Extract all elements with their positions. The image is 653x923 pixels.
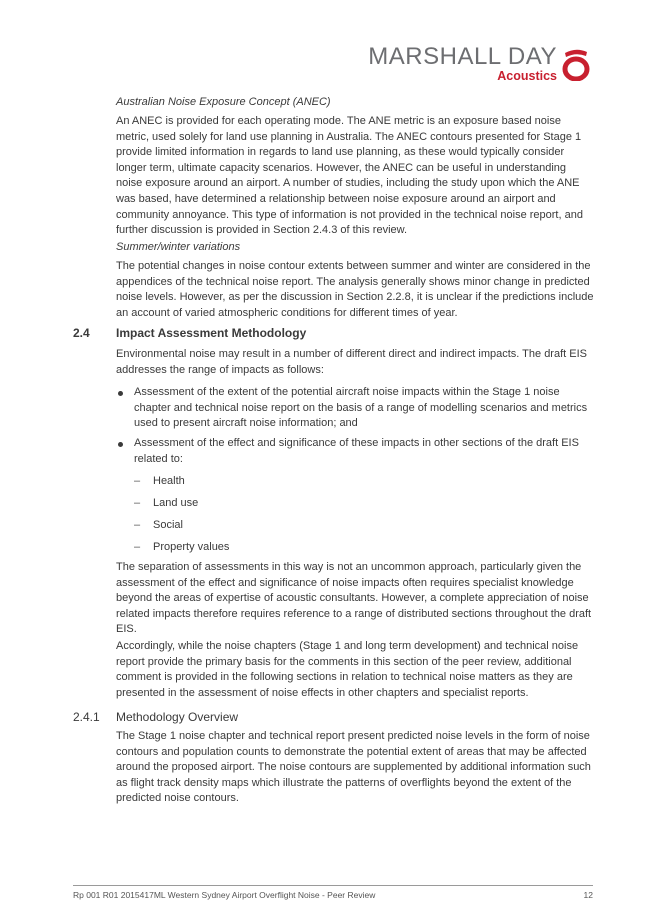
dash-item [134, 474, 185, 488]
summer-winter-subheading: Summer/winter variations [116, 241, 241, 253]
dash-item-text: Property values [153, 541, 230, 553]
bullet-text: Assessment of the effect and significance of these impacts in other sections of the draft EIS related to: [134, 437, 579, 465]
dash-item [134, 496, 198, 510]
dash-icon: – [134, 541, 141, 553]
logo-sub-text: Acoustics [497, 69, 557, 83]
methodology-paragraph: The Stage 1 noise chapter and technical report present predicted noise levels in the form of noise contours and population counts to demonstrate the potential extent of areas that may be affected around the proposed airport. The noise contours are supplemented by additional information such as flight track density maps which illustrate the patterns of overflights beyond the extent of the predicted noise contours. [116, 730, 591, 805]
section-title: Impact Assessment Methodology [116, 326, 307, 340]
logo-wordmark [368, 45, 557, 83]
dash-icon: – [134, 497, 141, 509]
dash-item-text: Health [153, 475, 185, 487]
accordingly-paragraph: Accordingly, while the noise chapters (Stage 1 and long term development) and technical noise report provide the primary basis for the comments in this section of the peer review, additional comment is provided in the following sections in relation to technical noise matters as they are presented in the assessment of noise effects in other chapters and specialist reports. [116, 640, 579, 699]
summer-winter-paragraph: The potential changes in noise contour extents between summer and winter are considered in the appendices of the technical noise report. The analysis generally shows minor change in predicted noise levels. However, as per the discussion in Section 2.2.8, it is unclear if the predictions include an account of varied atmospheric conditions for different times of year. [116, 260, 594, 319]
section-number: 2.4.1 [73, 710, 100, 724]
footer-document-reference: Rp 001 R01 2015417ML Western Sydney Airport Overflight Noise - Peer Review [73, 890, 376, 900]
bullet-icon [118, 442, 123, 447]
section-number: 2.4 [73, 326, 90, 340]
bullet-text: Assessment of the extent of the potential aircraft noise impacts within the Stage 1 noise chapter and technical noise report on the basis of a range of modelling scenarios and metrics used to present aircraft noise information; and [134, 386, 588, 430]
bullet-item [116, 385, 594, 432]
dash-icon: – [134, 475, 141, 487]
separation-paragraph: The separation of assessments in this way is not an uncommon approach, particularly given the assessment of the effect and significance of noise impacts often requires specialist knowledge beyond the areas of expertise of acoustic consultants. However, a complete appreciation of noise related impacts therefore requires reference to a range of distributed sections throughout the draft EIS. [116, 561, 592, 636]
logo-mark-icon [561, 47, 591, 81]
section-heading-2-4 [73, 326, 306, 340]
dash-item [134, 518, 183, 532]
anec-subheading: Australian Noise Exposure Concept (ANEC) [116, 96, 331, 108]
footer-page-number: 12 [583, 890, 593, 900]
dash-icon: – [134, 519, 141, 531]
bullet-icon [118, 391, 123, 396]
company-logo [361, 45, 591, 81]
section-title: Methodology Overview [116, 710, 239, 724]
section-heading-2-4-1 [73, 710, 238, 724]
footer-divider [73, 885, 593, 886]
logo-main-text: MARSHALL DAY [368, 43, 557, 70]
bullet-item [116, 436, 594, 467]
anec-paragraph: An ANEC is provided for each operating mode. The ANE metric is an exposure based noise metric, used solely for land use planning in Australia. The ANEC contours presented for Stage 1 provide limited information in regards to land use planning, as these would typically consider longer term, ultimate capacity scenarios. However, the ANEC can be useful in understanding noise exposure around an airport. A number of studies, including the study upon which the ANE was based, have determined a relationship between noise exposure around an airport and community annoyance. This type of information is not provided in the technical noise report, and further discussion is provided in Section 2.4.3 of this review. [116, 115, 583, 237]
dash-item [134, 540, 229, 554]
dash-item-text: Land use [153, 497, 199, 509]
dash-item-text: Social [153, 519, 183, 531]
impact-intro-paragraph: Environmental noise may result in a number of different direct and indirect impacts. The draft EIS addresses the range of impacts as follows: [116, 348, 587, 376]
